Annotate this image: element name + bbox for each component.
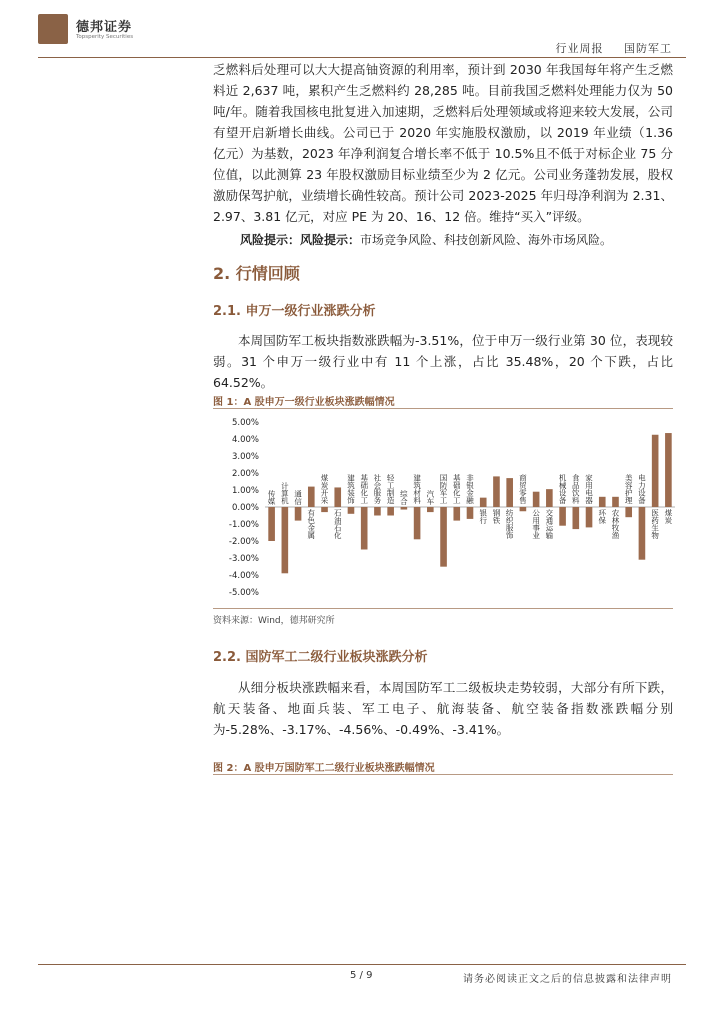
x-category-label: 通信 [293,490,303,505]
bar [295,507,302,521]
y-tick-label: 0.00% [231,503,259,513]
bar [308,487,315,507]
x-category-label: 煤炭开采 [320,474,330,504]
bar [414,507,421,539]
bar [348,507,355,514]
y-tick-label: 5.00% [231,418,259,428]
x-category-label: 非银金融 [465,474,475,504]
header-tags [540,40,673,56]
subsection-title-2: 2.2. 国防军工二级行业板块涨跌分析 [213,650,428,665]
x-category-label: 纺织服饰 [505,509,515,539]
bar [546,489,553,507]
bar [559,507,566,526]
x-category-label: 基础化工 [359,474,369,504]
risk-label: 风险提示：风险提示： [240,233,361,247]
x-category-label: 煤炭 [663,509,673,524]
intro-paragraph: 乏燃料后处理可以大大提高铀资源的利用率，预计到 2030 年我国每年将产生乏燃料近 2,637 吨，累积产生乏燃料约 28,285 吨。目前我国乏燃料处理能力仅为 50 吨/年。随着我国核电批复进入加速期，乏燃料后处理领域或将迎来较大发展，公司有望开启新增长曲线。公司已于 2020 年实施股权激励，以 2019 年业绩（1.36 亿元）为基数，2023 年净利润复合增长率不低于 10.5%且不低于对标企业 75 分位值，以此测算 23 年股权激励目标业绩至少为 2 亿元。公司业务蓬勃发展，股权激励保驾护航，业绩增长确性较高。预计公司 2023-2025 年归母净利润为 2.31、2.97、3.81 亿元，对应 PE 为 20、16、12 倍。维持“买入”评级。 [213,62,673,224]
y-tick-label: -4.00% [228,571,259,581]
bar [599,497,606,507]
report-type: 行业周报 [555,42,604,55]
figure-1-bottom-rule [213,608,673,609]
bar [467,507,474,519]
brand-name-en: Topsperity Securities [76,34,134,40]
risk-text: 市场竞争风险、科技创新风险、海外市场风险。 [360,233,613,247]
x-category-label: 农林牧渔 [610,509,620,539]
y-tick-label: 1.00% [231,486,259,496]
x-category-label: 综合 [399,490,409,505]
y-tick-label: 3.00% [231,452,259,462]
bar [665,433,672,507]
x-category-label: 汽车 [425,490,435,505]
bar [612,497,619,507]
x-category-label: 轻工制造 [386,474,396,504]
y-tick-label: -5.00% [228,588,259,598]
x-category-label: 建筑装饰 [346,474,356,504]
brand-name: 德邦证券 [76,20,133,35]
x-category-label: 机械设备 [558,474,568,504]
x-category-label: 基础化工 [452,474,462,504]
x-category-label: 银行 [478,509,488,524]
bar [361,507,368,550]
figure-2-title: 图 2：A 股申万国防军工二级行业板块涨跌幅情况 [213,763,435,774]
bar [453,507,460,521]
bar [321,507,328,512]
bar [533,492,540,507]
subsection-text-1: 本周国防军工板块指数涨跌幅为-3.51%，位于申万一级行业第 30 位，表现较弱。31 个申万一级行业中有 11 个上涨，占比 35.48%，20 个下跌，占比 64.52%。 [213,333,673,390]
subsection-text-2: 从细分板块涨跌幅来看，本周国防军工二级板块走势较弱，大部分有所下跌，航天装备、地面兵装、军工电子、航海装备、航空装备指数涨跌幅分别为-5.28%、-3.17%、-4.56%、-0.49%、-3.41%。 [213,680,673,737]
footer-disclaimer: 请务必阅读正文之后的信息披露和法律声明 [463,974,672,985]
bar [268,507,275,541]
figure-1-title: 图 1：A 股申万一级行业板块涨跌幅情况 [213,397,395,408]
x-category-label: 家用电器 [584,474,594,504]
x-category-label: 美容护理 [624,474,634,504]
figure-1-source: 资料来源：Wind，德邦研究所 [213,616,335,626]
x-axis-labels [267,473,673,541]
x-category-label: 国防军工 [439,474,449,504]
bar [282,507,289,573]
bar [334,487,341,507]
bar [493,476,500,507]
x-category-label: 环保 [597,509,607,524]
x-category-label: 商贸零售 [518,474,528,504]
section-title: 2. 行情回顾 [213,264,300,283]
bar [440,507,447,567]
y-tick-label: -3.00% [228,554,259,564]
bar [625,507,632,517]
figure-1-top-rule [213,408,673,409]
bar-chart [213,410,683,606]
x-category-label: 传媒 [267,490,277,505]
bar [586,507,593,527]
bar [374,507,381,516]
x-category-label: 电力设备 [637,474,647,504]
y-tick-label: -2.00% [228,537,259,547]
x-category-label: 石油石化 [333,509,343,539]
x-category-label: 钢铁 [491,509,501,524]
bar [427,507,434,512]
y-tick-label: 4.00% [231,435,259,445]
page-number: 5 / 9 [350,970,373,981]
bar [506,478,513,507]
bar [480,498,487,507]
bar [387,507,394,516]
x-category-label: 医药生物 [650,509,660,539]
bar [520,507,527,511]
brand-logo-icon [38,14,68,44]
x-category-label: 食品饮料 [571,474,581,504]
footer-divider [38,964,686,965]
header-divider [38,57,686,58]
x-category-label: 社会服务 [372,474,382,504]
x-category-label: 计算机 [280,482,290,505]
industry-tag: 国防军工 [624,42,672,55]
figure-2-top-rule [213,774,673,775]
subsection-title-1: 2.1. 申万一级行业涨跌分析 [213,304,376,319]
bar [652,435,659,507]
x-category-label: 交通运输 [544,509,554,539]
risk-note [240,231,612,248]
x-category-label: 公用事业 [531,509,541,539]
bar [573,507,580,529]
x-category-label: 建筑材料 [412,474,422,504]
y-tick-label: -1.00% [228,520,259,530]
bar [401,507,408,510]
bar [639,507,646,560]
y-tick-label: 2.00% [231,469,259,479]
x-category-label: 有色金属 [306,509,316,539]
